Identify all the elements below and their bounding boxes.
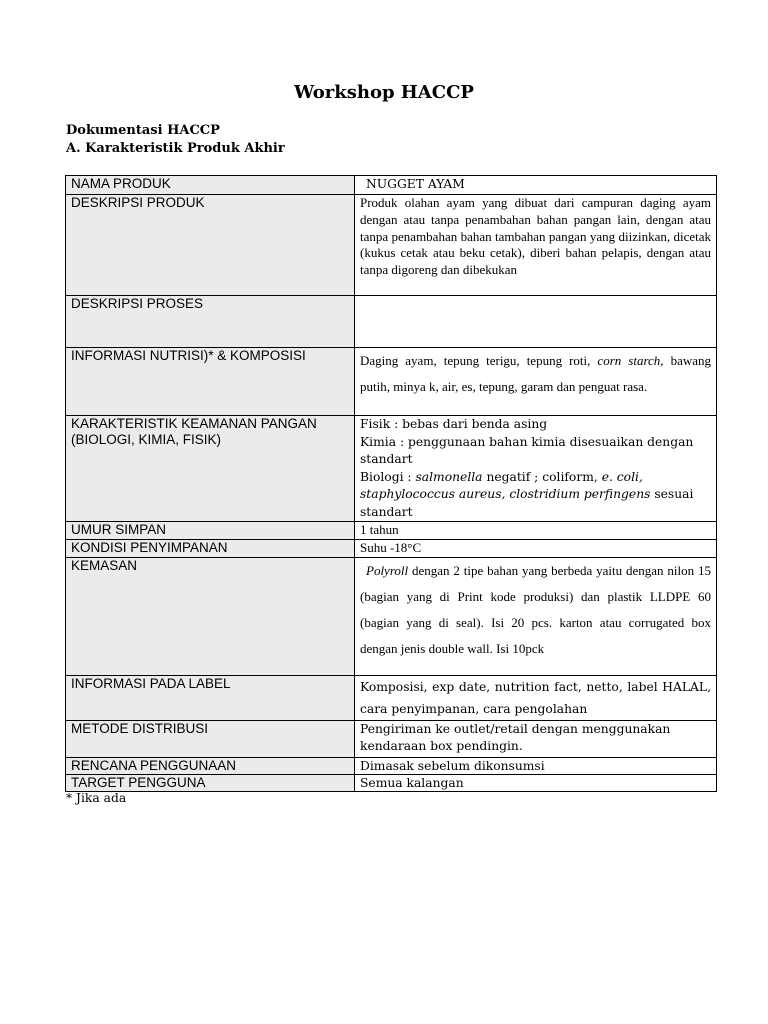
row-label: DESKRIPSI PROSES: [66, 296, 355, 348]
row-label: INFORMASI PADA LABEL: [66, 675, 355, 720]
subsection-heading: A. Karakteristik Produk Akhir: [66, 141, 285, 156]
row-value: [355, 348, 717, 416]
row-label: KARAKTERISTIK KEAMANAN PANGAN (BIOLOGI, KIMIA, FISIK): [66, 416, 355, 522]
label-info-value: Komposisi, exp date, nutrition fact, netto, label HALAL, cara penyimpanan, cara pengolahan: [360, 679, 711, 716]
nutrition-value: [360, 348, 711, 400]
product-description-value: Produk olahan ayam yang dibuat dari campuran daging ayam dengan atau tanpa penambahan bahan pangan lain, dengan atau tanpa penambahan bahan tambahan pangan yang diizinkan, dicetak (kukus cetak atau beku cetak), diberi bahan pelapis, dengan atau tanpa digoreng dan dibekukan: [360, 195, 711, 278]
distribution-method-value: Pengiriman ke outlet/retail dengan menggunakan kendaraan box pendingin.: [360, 721, 671, 754]
table-row: [66, 416, 717, 522]
row-value: [355, 774, 717, 791]
row-label: KEMASAN: [66, 557, 355, 675]
row-label: TARGET PENGGUNA: [66, 774, 355, 791]
text-fragment-italic: corn starch: [597, 353, 661, 368]
row-value: [355, 416, 717, 522]
text-fragment: Daging ayam, tepung terigu, tepung roti,: [360, 353, 598, 368]
footnote: * Jika ada: [66, 791, 127, 805]
text-fragment-italic: salmonella: [415, 469, 483, 484]
table-row: [66, 348, 717, 416]
safety-physical: Fisik : bebas dari benda asing: [360, 417, 548, 431]
text-fragment: , bawang putih, minya k, air, es, tepung, garam dan penguat rasa.: [360, 353, 711, 394]
row-label: METODE DISTRIBUSI: [66, 720, 355, 757]
text-fragment-italic: Polyroll: [366, 562, 409, 578]
text-fragment: sesuai standart: [360, 487, 694, 519]
storage-condition-value: Suhu -18°C: [360, 540, 422, 555]
row-value: [355, 757, 717, 774]
table-row: [66, 757, 717, 774]
row-value: [355, 540, 717, 558]
section-heading: Dokumentasi HACCP: [66, 123, 220, 138]
row-value: [355, 675, 717, 720]
row-value: [355, 296, 717, 348]
safety-biological: [360, 469, 711, 522]
text-fragment: negatif ; coliform,: [482, 469, 602, 484]
row-value: [355, 176, 717, 195]
table-row: [66, 675, 717, 720]
target-user-value: Semua kalangan: [360, 775, 464, 790]
safety-chemical: Kimia : penggunaan bahan kimia disesuaikan dengan standart: [360, 434, 694, 466]
row-label: NAMA PRODUK: [66, 176, 355, 195]
table-row: [66, 774, 717, 791]
table-row: [66, 720, 717, 757]
text-fragment: dengan 2 tipe bahan yang berbeda yaitu dengan nilon 15 (bagian yang di Print kode produksi) dan plastik LLDPE 60 (bagian yang di seal). Isi 20 pcs. karton atau corrugated box dengan jenis double wall. Isi 10pck: [360, 562, 711, 656]
table-row: [66, 540, 717, 558]
row-value: [355, 522, 717, 540]
table-row: [66, 176, 717, 195]
product-name-value: NUGGET AYAM: [366, 177, 465, 191]
table-row: [66, 296, 717, 348]
document-title: Workshop HACCP: [294, 82, 474, 103]
intended-use-value: Dimasak sebelum dikonsumsi: [360, 758, 545, 773]
row-label: DESKRIPSI PRODUK: [66, 195, 355, 296]
shelf-life-value: 1 tahun: [360, 522, 399, 537]
row-label: INFORMASI NUTRISI)* & KOMPOSISI: [66, 348, 355, 416]
table-row: [66, 557, 717, 675]
packaging-value: [360, 558, 711, 662]
table-row: [66, 195, 717, 296]
text-fragment-italic: e. coli, staphylococcus aureus, clostridium perfingens: [360, 469, 651, 501]
row-label: UMUR SIMPAN: [66, 522, 355, 540]
product-characteristics-table: [65, 175, 717, 792]
row-value: [355, 195, 717, 296]
row-label: RENCANA PENGGUNAAN: [66, 757, 355, 774]
row-value: [355, 557, 717, 675]
text-fragment: Biologi :: [360, 469, 416, 484]
row-label: KONDISI PENYIMPANAN: [66, 540, 355, 558]
table-row: [66, 522, 717, 540]
row-value: [355, 720, 717, 757]
